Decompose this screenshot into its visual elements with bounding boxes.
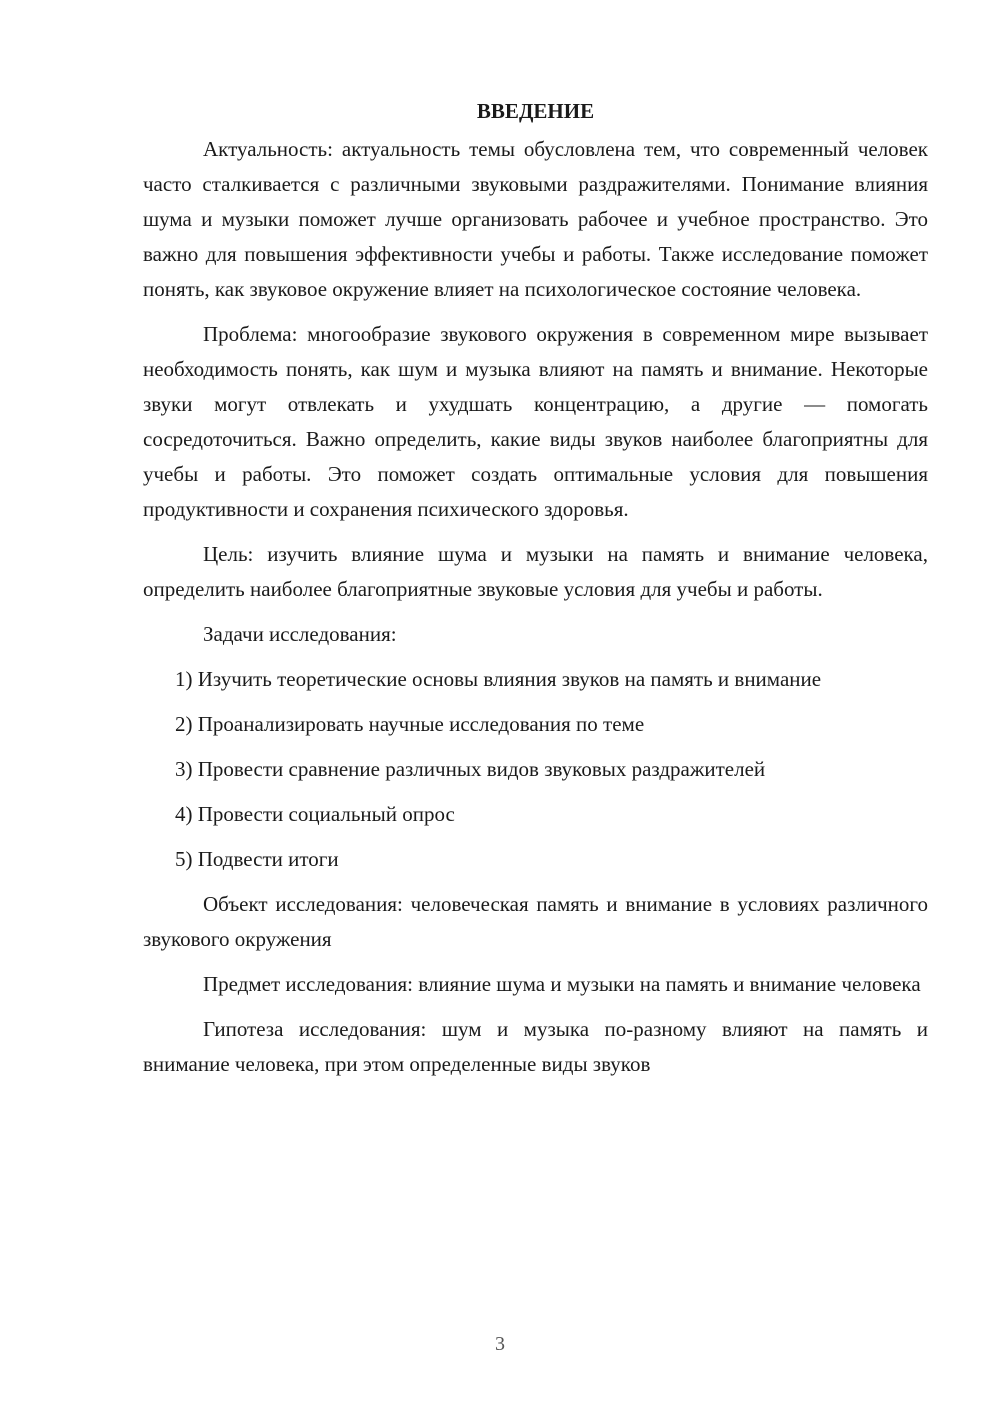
task-item-1: 1) Изучить теоретические основы влияния звуков на память и внимание xyxy=(175,667,822,691)
paragraph-subject: Предмет исследования: влияние шума и музыки на память и внимание человека xyxy=(203,972,921,996)
paragraph-object: Объект исследования: человеческая память и внимание в условиях различного звукового окружения xyxy=(143,892,928,951)
task-item-5: 5) Подвести итоги xyxy=(175,847,339,871)
page-content xyxy=(143,96,928,1092)
task-item-4: 4) Провести социальный опрос xyxy=(175,802,455,826)
page-number: 3 xyxy=(495,1333,505,1355)
paragraph-goal: Цель: изучить влияние шума и музыки на память и внимание человека, определить наиболее благоприятные звуковые условия для учебы и работы. xyxy=(143,542,928,601)
task-item-3: 3) Провести сравнение различных видов звуковых раздражителей xyxy=(175,757,766,781)
paragraph-problem: Проблема: многообразие звукового окружения в современном мире вызывает необходимость понять, как шум и музыка влияют на память и внимание. Некоторые звуки могут отвлекать и ухудшать концентрацию, а другие — помогать сосредоточиться. Важно определить, какие виды звуков наиболее благоприятны для учебы и работы. Это поможет создать оптимальные условия для повышения продуктивности и сохранения психического здоровья. xyxy=(143,322,928,521)
paragraph-relevance: Актуальность: актуальность темы обусловлена тем, что современный человек часто сталкивается с различными звуковыми раздражителями. Понимание влияния шума и музыки поможет лучше организовать рабочее и учебное пространство. Это важно для повышения эффективности учебы и работы. Также исследование поможет понять, как звуковое окружение влияет на психологическое состояние человека. xyxy=(143,137,928,301)
paragraph-tasks-heading: Задачи исследования: xyxy=(203,622,397,646)
task-item-2: 2) Проанализировать научные исследования по теме xyxy=(175,712,645,736)
paragraph-hypothesis: Гипотеза исследования: шум и музыка по-разному влияют на память и внимание человека, при этом определенные виды звуков xyxy=(143,1017,928,1076)
page-title: ВВЕДЕНИЕ xyxy=(476,99,595,123)
